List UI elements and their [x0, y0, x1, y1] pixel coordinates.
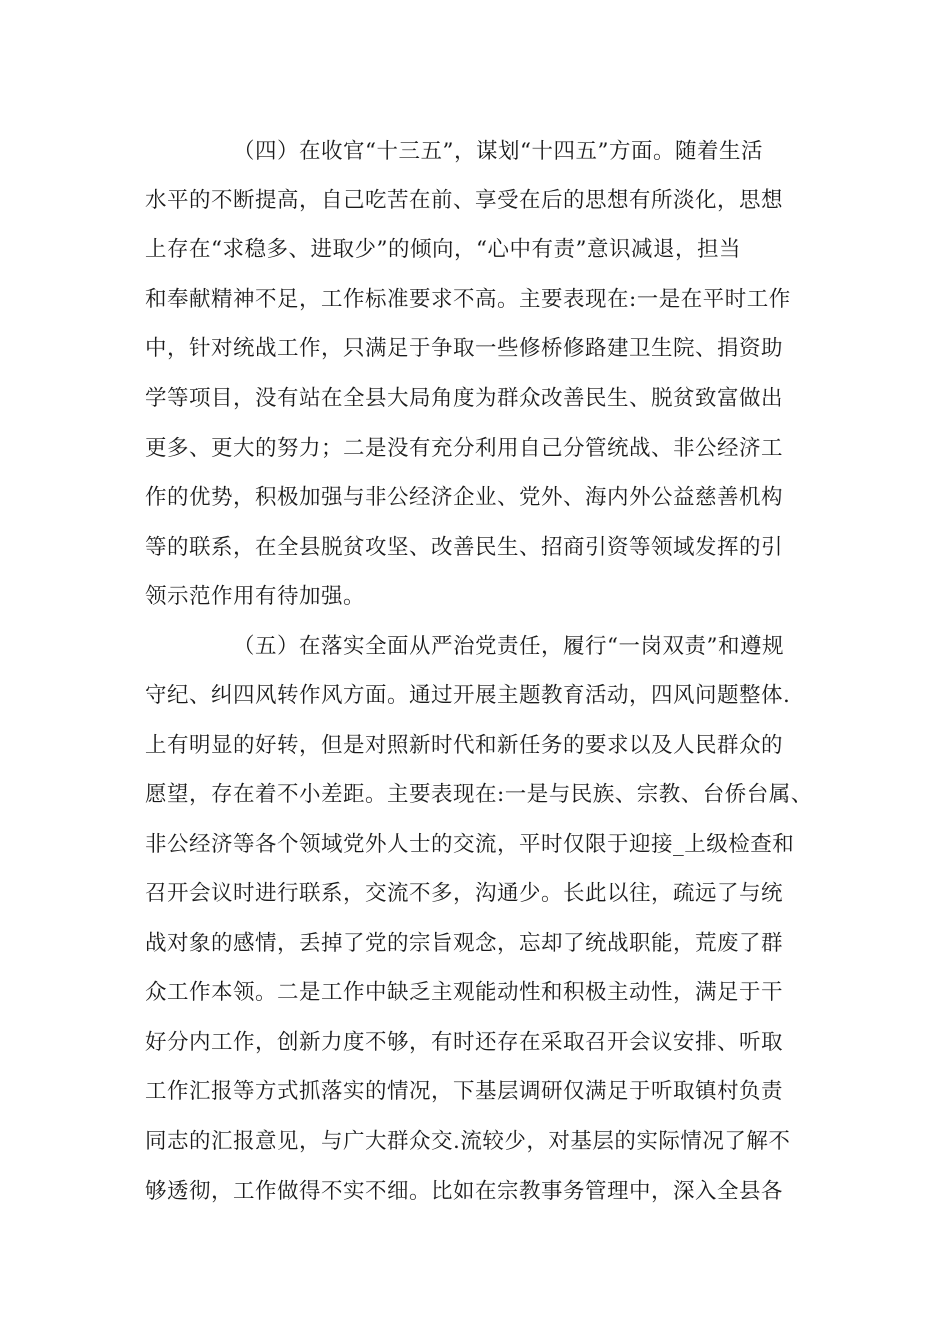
paragraph-5-line-4: 愿望，存在着不小差距。主要表现在:一是与民族、宗教、台侨台属、	[145, 782, 813, 807]
paragraph-4-line-3: 上存在“求稳多、进取少”的倾向，“心中有责”意识减退，担当	[145, 237, 741, 262]
paragraph-5-line-1: （五）在落实全面从严治党责任，履行“一岗双责”和遵规	[233, 634, 784, 659]
paragraph-5-line-7: 战对象的感情，丢掉了党的宗旨观念，忘却了统战职能，荒废了群	[145, 931, 784, 956]
paragraph-4-line-7: 更多、更大的努力；二是没有充分利用自己分管统战、非公经济工	[145, 436, 784, 461]
paragraph-5-line-5: 非公经济等各个领域党外人士的交流，平时仅限于迎接_上级检查和	[145, 832, 795, 857]
paragraph-4-line-1: （四）在收官“十三五”，谋划“十四五”方面。随着生活	[233, 139, 763, 164]
paragraph-5-line-12: 够透彻，工作做得不实不细。比如在宗教事务管理中，深入全县各	[145, 1179, 784, 1204]
paragraph-4-line-8: 作的优势，积极加强与非公经济企业、党外、海内外公益慈善机构	[145, 485, 784, 510]
paragraph-4-line-4: 和奉献精神不足，工作标准要求不高。主要表现在:一是在平时工作	[145, 287, 791, 312]
paragraph-5-line-11: 同志的汇报意见，与广大群众交.流较少，对基层的实际情况了解不	[145, 1129, 791, 1154]
paragraph-4-line-6: 学等项目，没有站在全县大局角度为群众改善民生、脱贫致富做出	[145, 386, 784, 411]
paragraph-5-line-10: 工作汇报等方式抓落实的情况，下基层调研仅满足于听取镇村负责	[145, 1079, 784, 1104]
paragraph-5-line-3: 上有明显的好转，但是对照新时代和新任务的要求以及人民群众的	[145, 733, 784, 758]
paragraph-5-line-2: 守纪、纠四风转作风方面。通过开展主题教育活动，四风问题整体.	[145, 683, 791, 708]
paragraph-5-line-9: 好分内工作，创新力度不够，有时还存在采取召开会议安排、听取	[145, 1030, 784, 1055]
paragraph-4-line-2: 水平的不断提高，自己吃苦在前、享受在后的思想有所淡化，思想	[145, 188, 784, 213]
paragraph-5-line-8: 众工作本领。二是工作中缺乏主观能动性和积极主动性，满足于干	[145, 980, 784, 1005]
paragraph-5-line-6: 召开会议时进行联系，交流不多，沟通少。长此以往，疏远了与统	[145, 881, 784, 906]
paragraph-4-line-10: 领示范作用有待加强。	[145, 584, 366, 609]
paragraph-4-line-5: 中，针对统战工作，只满足于争取一些修桥修路建卫生院、捐资助	[145, 336, 784, 361]
paragraph-4-line-9: 等的联系，在全县脱贫攻坚、改善民生、招商引资等领域发挥的引	[145, 535, 784, 560]
